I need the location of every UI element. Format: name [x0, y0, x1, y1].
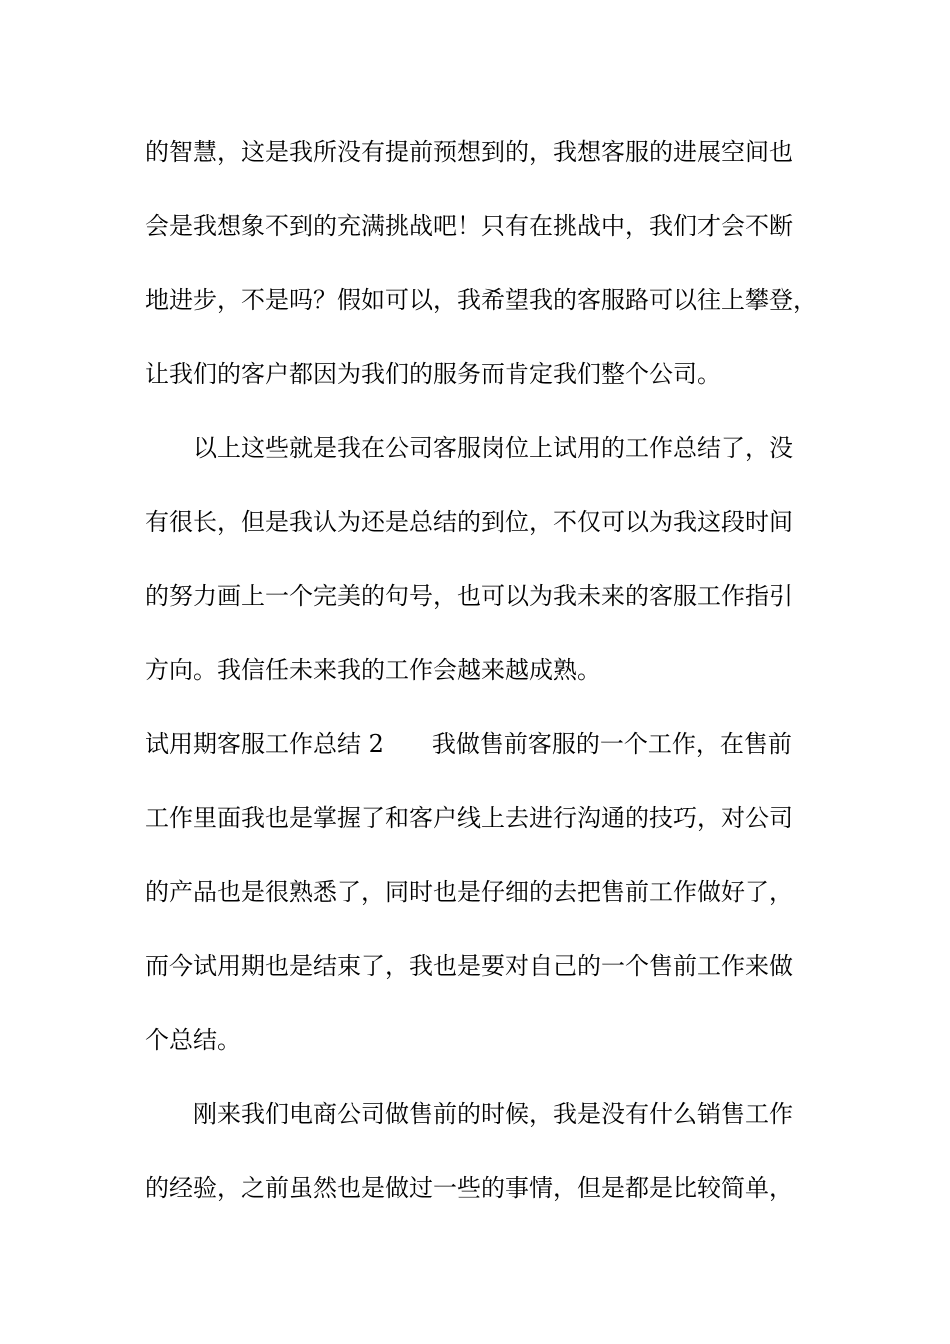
paragraph-line: 让我们的客户都因为我们的服务而肯定我们整个公司。	[145, 360, 721, 388]
paragraph-line: 而今试用期也是结束了，我也是要对自己的一个售前工作来做	[145, 952, 793, 980]
paragraph-line: 个总结。	[145, 1026, 241, 1054]
paragraph-line: 地进步，不是吗？假如可以，我希望我的客服路可以往上攀登，	[145, 286, 817, 314]
paragraph-line: 会是我想象不到的充满挑战吧！只有在挑战中，我们才会不断	[145, 212, 793, 240]
paragraph-line: 有很长，但是我认为还是总结的到位，不仅可以为我这段时间	[145, 508, 793, 536]
paragraph-line: 的经验，之前虽然也是做过一些的事情，但是都是比较简单，	[145, 1174, 793, 1202]
section-heading-line	[145, 729, 792, 759]
paragraph-line: 以上这些就是我在公司客服岗位上试用的工作总结了，没	[193, 434, 793, 462]
section-title: 试用期客服工作总结 2	[145, 730, 384, 758]
paragraph-line: 的智慧，这是我所没有提前预想到的，我想客服的进展空间也	[145, 138, 793, 166]
paragraph-line: 刚来我们电商公司做售前的时候，我是没有什么销售工作	[193, 1100, 793, 1128]
paragraph-line: 方向。我信任未来我的工作会越来越成熟。	[145, 656, 601, 684]
paragraph-text: 我做售前客服的一个工作，在售前	[431, 730, 792, 758]
paragraph-line: 的产品也是很熟悉了，同时也是仔细的去把售前工作做好了，	[145, 878, 793, 906]
paragraph-line: 工作里面我也是掌握了和客户线上去进行沟通的技巧，对公司	[145, 804, 793, 832]
paragraph-line: 的努力画上一个完美的句号，也可以为我未来的客服工作指引	[145, 582, 793, 610]
